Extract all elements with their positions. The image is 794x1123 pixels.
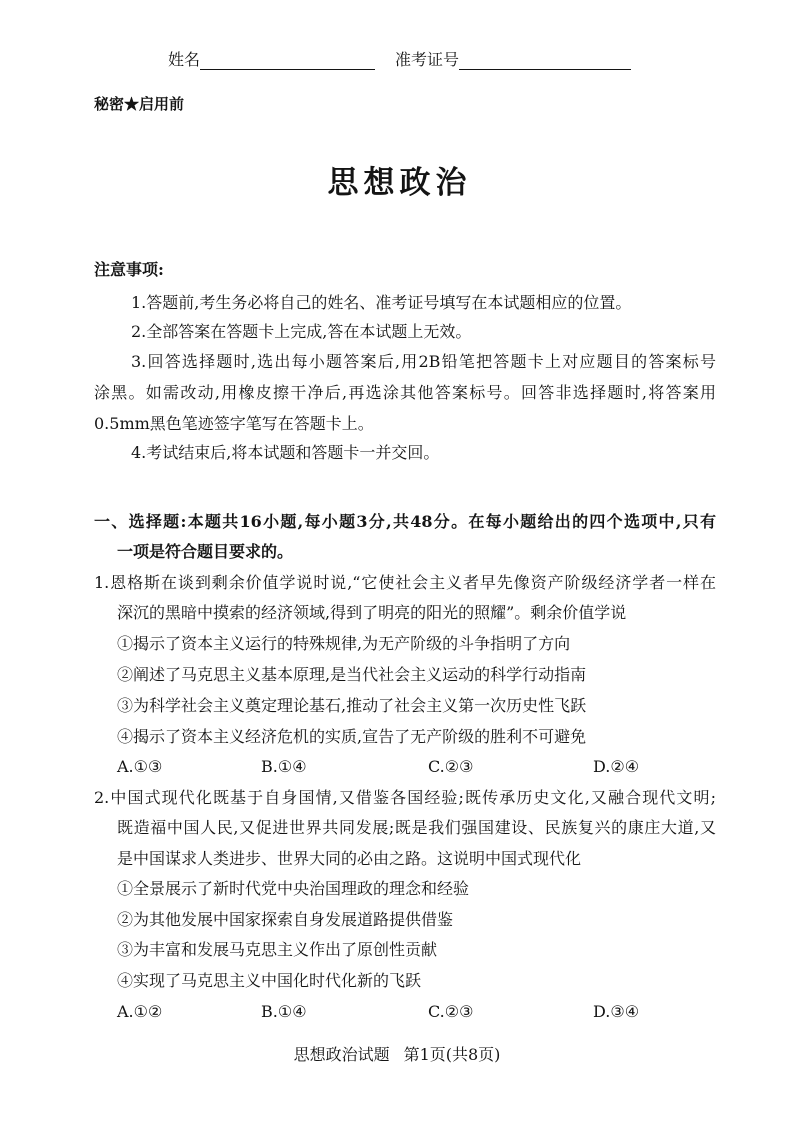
question-2-option-d: D.③④ bbox=[593, 1002, 640, 1021]
question-1-option-d: D.②④ bbox=[593, 757, 640, 776]
question-2-statement: ③为丰富和发展马克思主义作出了原创性贡献 bbox=[117, 940, 438, 959]
question-1-option-a: A.①③ bbox=[117, 757, 163, 776]
question-2-option-b: B.①④ bbox=[261, 1002, 307, 1021]
question-2-stem: 2.中国式现代化既基于自身国情,又借鉴各国经验;既传承历史文化,又融合现代文明; bbox=[94, 788, 716, 807]
name-label: 姓名 bbox=[168, 50, 201, 69]
notice-line: 0.5mm黑色笔迹签字笔写在答题卡上。 bbox=[94, 414, 374, 433]
section-heading: 一项是符合题目要求的。 bbox=[117, 542, 294, 561]
notice-line: 2.全部答案在答题卡上完成,答在本试题上无效。 bbox=[131, 322, 472, 341]
notice-line: 涂黑。如需改动,用橡皮擦干净后,再选涂其他答案标号。回答非选择题时,将答案用 bbox=[94, 383, 716, 402]
notice-line: 3.回答选择题时,选出每小题答案后,用2B铅笔把答题卡上对应题目的答案标号 bbox=[131, 352, 716, 371]
question-1-option-c: C.②③ bbox=[428, 757, 474, 776]
question-2-statement: ②为其他发展中国家探索自身发展道路提供借鉴 bbox=[117, 910, 454, 929]
question-1-option-b: B.①④ bbox=[261, 757, 307, 776]
exam-id-blank-line bbox=[459, 51, 631, 70]
name-blank-line bbox=[200, 51, 375, 70]
question-2-stem: 既造福中国人民,又促进世界共同发展;既是我们强国建设、民族复兴的康庄大道,又 bbox=[117, 818, 716, 837]
confidential-mark: 秘密★启用前 bbox=[94, 95, 185, 113]
notice-heading: 注意事项: bbox=[94, 260, 164, 279]
footer-subject: 思想政治试题 bbox=[293, 1045, 390, 1064]
question-1-statement: ④揭示了资本主义经济危机的实质,宣告了无产阶级的胜利不可避免 bbox=[117, 727, 587, 746]
page-footer bbox=[0, 1045, 794, 1065]
notice-line: 4.考试结束后,将本试题和答题卡一并交回。 bbox=[131, 443, 440, 462]
question-2-statement: ④实现了马克思主义中国化时代化新的飞跃 bbox=[117, 971, 422, 990]
question-1-stem: 1.恩格斯在谈到剩余价值学说时说,“它使社会主义者早先像资产阶级经济学者一样在 bbox=[94, 573, 716, 592]
notice-line: 1.答题前,考生务必将自己的姓名、准考证号填写在本试题相应的位置。 bbox=[131, 293, 632, 312]
exam-id-label: 准考证号 bbox=[395, 50, 460, 69]
question-1-statement: ①揭示了资本主义运行的特殊规律,为无产阶级的斗争指明了方向 bbox=[117, 634, 571, 653]
candidate-info-line bbox=[168, 50, 631, 70]
section-heading: 一、选择题:本题共16小题,每小题3分,共48分。在每小题给出的四个选项中,只有 bbox=[94, 512, 716, 531]
question-1-statement: ②阐述了马克思主义基本原理,是当代社会主义运动的科学行动指南 bbox=[117, 665, 587, 684]
question-1-stem: 深沉的黑暗中摸索的经济领域,得到了明亮的阳光的照耀”。剩余价值学说 bbox=[117, 603, 627, 622]
question-1-statement: ③为科学社会主义奠定理论基石,推动了社会主义第一次历史性飞跃 bbox=[117, 696, 587, 715]
question-2-option-a: A.①② bbox=[117, 1002, 163, 1021]
page-title: 思想政治 bbox=[327, 165, 472, 201]
question-2-statement: ①全景展示了新时代党中央治国理政的理念和经验 bbox=[117, 879, 470, 898]
footer-page-number: 第1页(共8页) bbox=[403, 1045, 501, 1064]
question-2-stem: 是中国谋求人类进步、世界大同的必由之路。这说明中国式现代化 bbox=[117, 849, 582, 868]
question-2-option-c: C.②③ bbox=[428, 1002, 474, 1021]
